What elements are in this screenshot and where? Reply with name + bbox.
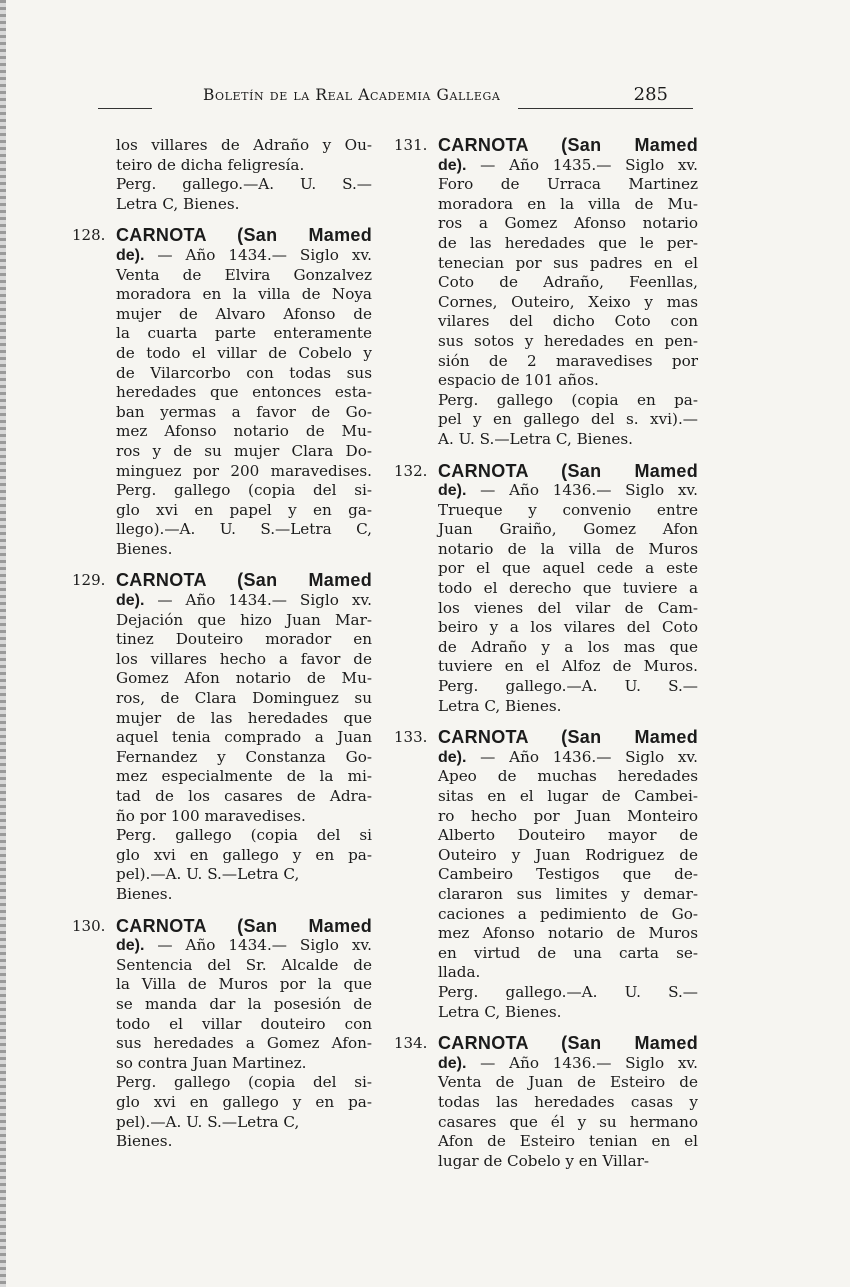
text-line: moradora en la villa de Noya	[116, 285, 372, 304]
text-line: se manda dar la posesión de	[116, 994, 372, 1013]
page-header	[98, 86, 698, 116]
text-line: Cornes, Outeiro, Xeixo y mas	[438, 292, 698, 311]
text-line: de todo el villar de Cobelo y	[116, 343, 372, 362]
text-line: tenecian por sus padres en el	[438, 253, 698, 272]
text-line: Perg. gallego.—A. U. S.—	[438, 982, 698, 1001]
text-line: ros y de su mujer Clara Do-	[116, 441, 372, 460]
text-line: todo el derecho que tuviere a	[438, 579, 698, 598]
text-line: ros a Gomez Afonso notario	[438, 214, 698, 233]
text-line: aquel tenia comprado a Juan	[116, 728, 372, 747]
text-line: ro hecho por Juan Monteiro	[438, 806, 698, 825]
entry-number: 128.	[72, 226, 106, 245]
text-line: Sentencia del Sr. Alcalde de	[116, 955, 372, 974]
running-title: Boletín de la Real Academia Gallega	[203, 86, 501, 104]
entry-date: — Año 1434.— Siglo xv.	[144, 245, 372, 264]
entry-subheading: de).	[116, 937, 145, 955]
text-line: glo xvi en gallego y en pa-	[116, 845, 372, 864]
text-line: notario de la villa de Muros	[438, 539, 698, 558]
text-line: so contra Juan Martinez.	[116, 1053, 307, 1072]
entry-number: 134.	[394, 1034, 428, 1053]
catalog-entry	[72, 571, 372, 904]
entry-date: — Año 1436.— Siglo xv.	[466, 481, 698, 500]
entry-date: — Año 1434.— Siglo xv.	[144, 591, 372, 610]
entry-subheading: de).	[438, 1054, 467, 1072]
text-line: llego).—A. U. S.—Letra C,	[116, 520, 372, 539]
entry-heading: CARNOTA (San Mamed	[438, 1033, 698, 1054]
text-line: todo el villar douteiro con	[116, 1014, 372, 1033]
text-line: lugar de Cobelo y en Villar-	[438, 1151, 650, 1170]
text-line: mez especialmente de la mi-	[116, 767, 372, 786]
catalog-entry	[72, 226, 372, 559]
entry-gap	[72, 905, 372, 917]
text-line: caciones a pedimiento de Go-	[438, 904, 698, 923]
entry-date: — Año 1435.— Siglo xv.	[466, 155, 698, 174]
entry-number: 133.	[394, 728, 428, 747]
entry-number: 130.	[72, 916, 106, 935]
entry-heading: CARNOTA (San Mamed	[438, 727, 698, 748]
text-line: sus heredades a Gomez Afon-	[116, 1034, 372, 1053]
text-line: Perg. gallego (copia en pa-	[438, 390, 698, 409]
text-line: Bienes.	[116, 539, 173, 558]
text-line: Perg. gallego (copia del si-	[116, 1073, 372, 1092]
text-line: Gomez Afon notario de Mu-	[116, 669, 372, 688]
text-line: sión de 2 maravedises por	[438, 351, 698, 370]
text-line: Venta de Juan de Esteiro de	[438, 1073, 698, 1092]
text-line: espacio de 101 años.	[438, 371, 599, 390]
text-line: en virtud de una carta se-	[438, 943, 698, 962]
text-line: Letra C, Bienes.	[438, 696, 562, 715]
text-line: Letra C, Bienes.	[438, 1002, 562, 1021]
catalog-entry	[394, 1034, 698, 1171]
entry-date-line	[116, 246, 372, 266]
text-line: pel).—A. U. S.—Letra C,	[116, 1112, 300, 1131]
entry-subheading: de).	[438, 482, 467, 500]
text-line: Perg. gallego.—A. U. S.—	[116, 175, 372, 194]
text-line: pel).—A. U. S.—Letra C,	[116, 865, 300, 884]
text-line: la Villa de Muros por la que	[116, 975, 372, 994]
continuation-text	[72, 136, 372, 214]
text-line: Trueque y convenio entre	[438, 500, 698, 519]
entry-subheading: de).	[116, 246, 145, 264]
text-line: de Vilarcorbo con todas sus	[116, 363, 372, 382]
entry-date-line	[438, 481, 698, 501]
entry-heading: CARNOTA (San Mamed	[438, 460, 698, 481]
catalog-entry	[394, 462, 698, 717]
text-line: tuviere en el Alfoz de Muros.	[438, 657, 698, 676]
text-line: los vienes del vilar de Cam-	[438, 598, 698, 617]
scan-edge	[0, 0, 6, 1287]
text-line: glo xvi en papel y en ga-	[116, 500, 372, 519]
text-line: Perg. gallego.—A. U. S.—	[438, 677, 698, 696]
text-line: Letra C, Bienes.	[116, 194, 240, 213]
text-line: mujer de Alvaro Afonso de	[116, 304, 372, 323]
text-line: ban yermas a favor de Go-	[116, 402, 372, 421]
catalog-entry	[72, 917, 372, 1152]
text-line: moradora en la villa de Mu-	[438, 194, 698, 213]
header-rule-left	[98, 108, 152, 109]
left-column	[72, 136, 372, 1152]
text-line: teiro de dicha feligresía.	[116, 155, 305, 174]
text-line: tad de los casares de Adra-	[116, 787, 372, 805]
entry-date: — Año 1436.— Siglo xv.	[466, 1053, 698, 1072]
text-line: heredades que entonces esta-	[116, 383, 372, 402]
text-line: Juan Graiño, Gomez Afon	[438, 520, 698, 539]
text-line: por el que aquel cede a este	[438, 559, 698, 578]
page-number: 285	[633, 84, 668, 105]
text-line: glo xvi en gallego y en pa-	[116, 1092, 372, 1111]
entry-number: 129.	[72, 571, 106, 590]
entry-number: 132.	[394, 461, 428, 480]
text-line: Apeo de muchas heredades	[438, 767, 698, 786]
text-line: mez Afonso notario de Mu-	[116, 422, 372, 441]
entry-heading: CARNOTA (San Mamed	[116, 915, 372, 936]
text-line: llada.	[438, 963, 481, 982]
entry-subheading: de).	[116, 592, 145, 610]
entry-date-line	[116, 936, 372, 956]
text-line: sus sotos y heredades en pen-	[438, 331, 698, 350]
text-line: de las heredades que le per-	[438, 233, 698, 252]
text-line: minguez por 200 maravedises.	[116, 461, 372, 480]
entry-subheading: de).	[438, 748, 467, 766]
text-line: ño por 100 maravedises.	[116, 806, 306, 825]
entry-date: — Año 1434.— Siglo xv.	[144, 936, 372, 955]
catalog-entry	[394, 728, 698, 1022]
entry-subheading: de).	[438, 156, 467, 174]
entry-date-line	[438, 156, 698, 176]
text-line: A. U. S.—Letra C, Bienes.	[438, 429, 634, 448]
text-line: los villares de Adraño y Ou-	[116, 136, 372, 154]
entry-heading: CARNOTA (San Mamed	[116, 225, 372, 246]
catalog-entry	[394, 136, 698, 450]
text-line: Afon de Esteiro tenian en el	[438, 1132, 698, 1151]
header-rule-right	[518, 108, 693, 109]
text-line: tinez Douteiro morador en	[116, 630, 372, 649]
text-line: los villares hecho a favor de	[116, 649, 372, 668]
entry-heading: CARNOTA (San Mamed	[116, 570, 372, 591]
text-line: Venta de Elvira Gonzalvez	[116, 265, 372, 284]
entry-date-line	[438, 1054, 698, 1074]
text-line: todas las heredades casas y	[438, 1092, 698, 1111]
entry-date-line	[116, 591, 372, 611]
text-line: clararon sus limites y demar-	[438, 884, 698, 903]
text-line: mujer de las heredades que	[116, 708, 372, 727]
text-line: Dejación que hizo Juan Mar-	[116, 610, 372, 629]
text-line: Cambeiro Testigos que de-	[438, 865, 698, 884]
text-line: Coto de Adraño, Feenllas,	[438, 273, 698, 292]
text-line: Foro de Urraca Martinez	[438, 175, 698, 194]
text-line: beiro y a los vilares del Coto	[438, 618, 698, 637]
text-line: de Adraño y a los mas que	[438, 637, 698, 656]
text-line: Fernandez y Constanza Go-	[116, 747, 372, 766]
entry-gap	[394, 450, 698, 462]
entry-heading: CARNOTA (San Mamed	[438, 135, 698, 155]
text-line: ros, de Clara Dominguez su	[116, 689, 372, 708]
text-line: Bienes.	[116, 884, 173, 903]
text-line: sitas en el lugar de Cambei-	[438, 787, 698, 805]
text-line: Outeiro y Juan Rodriguez de	[438, 845, 698, 864]
text-line: casares que él y su hermano	[438, 1112, 698, 1131]
entry-date: — Año 1436.— Siglo xv.	[466, 747, 698, 766]
text-line: Perg. gallego (copia del si	[116, 826, 372, 845]
text-line: Alberto Douteiro mayor de	[438, 826, 698, 845]
text-line: pel y en gallego del s. xvi).—	[438, 410, 698, 429]
text-line: mez Afonso notario de Muros	[438, 924, 698, 943]
right-column	[394, 136, 698, 1171]
entry-date-line	[438, 748, 698, 768]
entry-number: 131.	[394, 136, 428, 154]
text-line: Bienes.	[116, 1132, 173, 1151]
text-line: la cuarta parte enteramente	[116, 324, 372, 343]
text-line: Perg. gallego (copia del si-	[116, 481, 372, 500]
text-line: vilares del dicho Coto con	[438, 312, 698, 331]
